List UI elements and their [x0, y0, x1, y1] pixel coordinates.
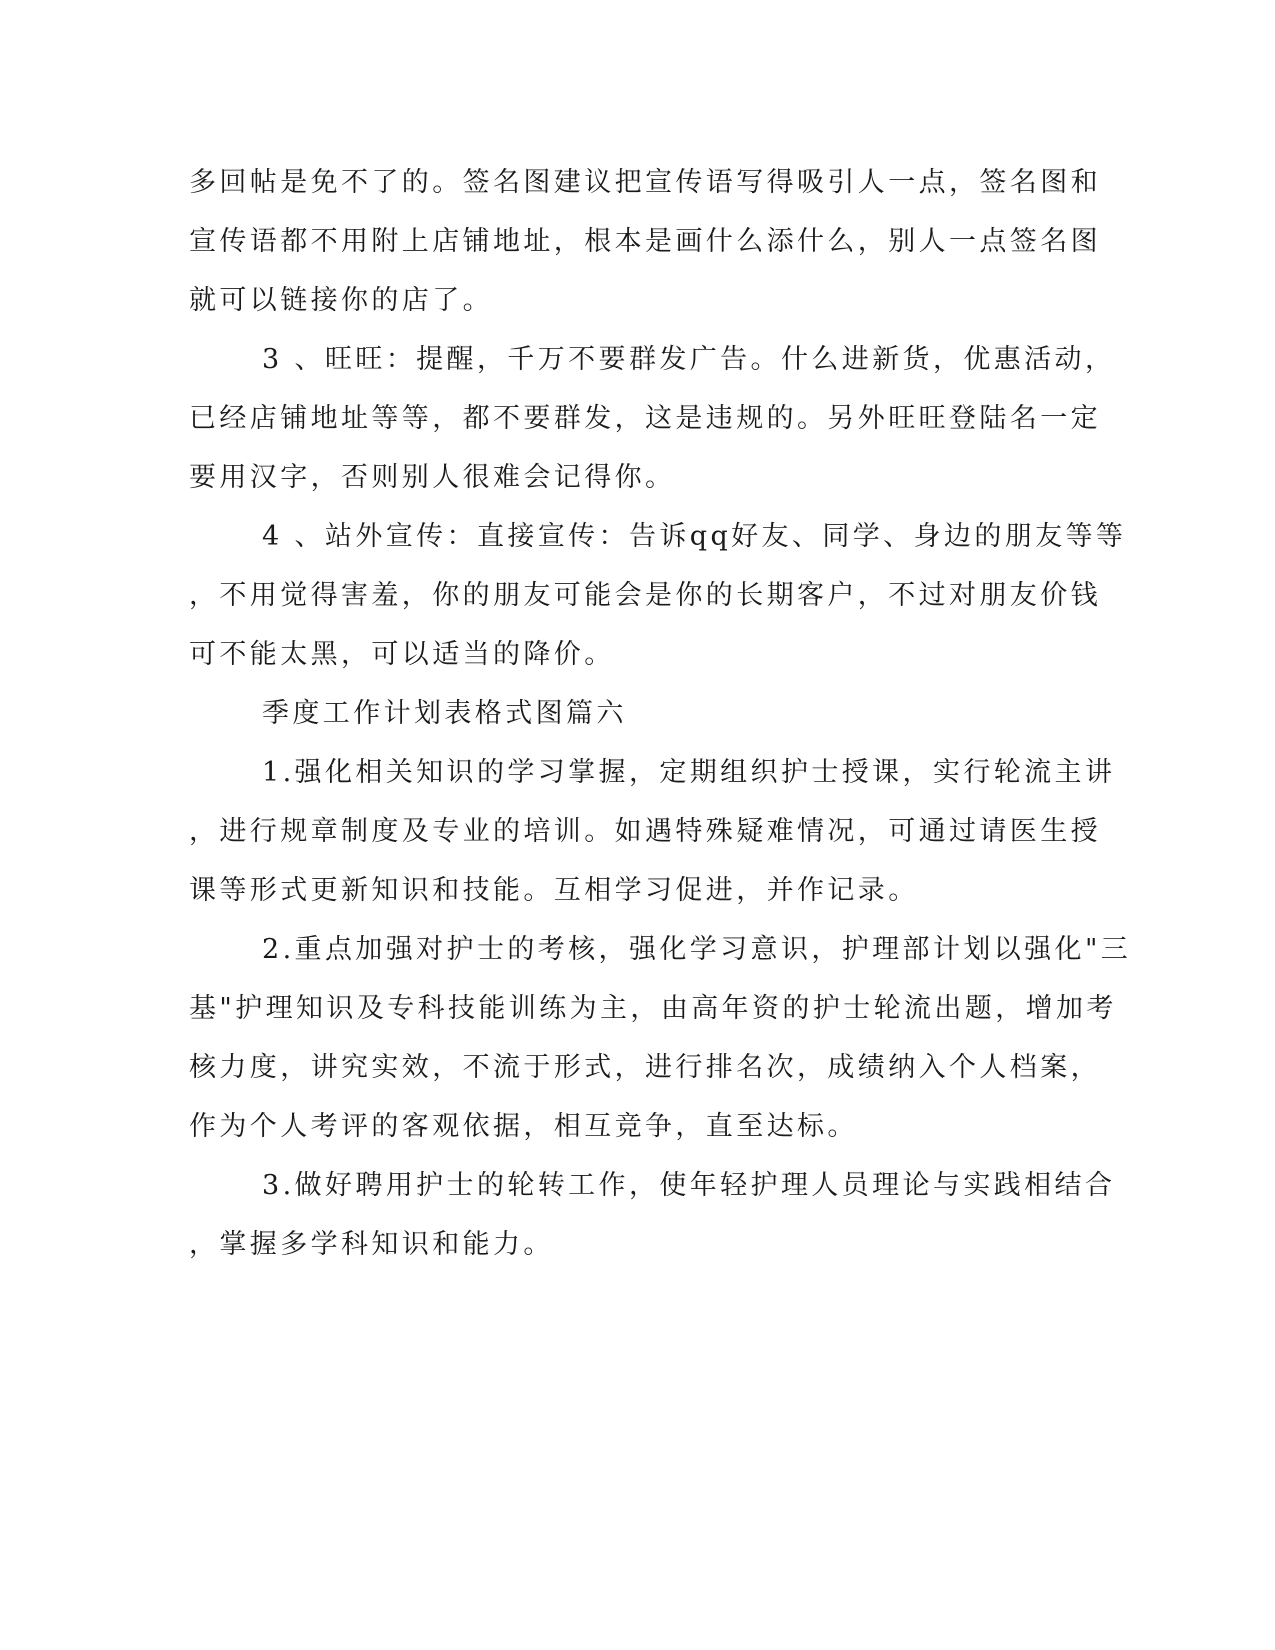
text-line: 多回帖是免不了的。签名图建议把宣传语写得吸引人一点，签名图和: [189, 167, 1101, 198]
text-line: 宣传语都不用附上店铺地址，根本是画什么添什么，别人一点签名图: [189, 226, 1101, 257]
text-line: 3 、旺旺：提醒，千万不要群发广告。什么进新货，优惠活动，: [262, 344, 1116, 375]
text-line: 基"护理知识及专科技能训练为主，由高年资的护士轮流出题，增加考: [189, 993, 1117, 1024]
text-line: ，不用觉得害羞，你的朋友可能会是你的长期客户，不过对朋友价钱: [189, 580, 1101, 611]
text-line: 就可以链接你的店了。: [189, 285, 493, 316]
section-heading: 季度工作计划表格式图篇六: [262, 698, 627, 729]
text-line: 作为个人考评的客观依据，相互竞争，直至达标。: [189, 1111, 858, 1142]
text-line: ，进行规章制度及专业的培训。如遇特殊疑难情况，可通过请医生授: [189, 816, 1101, 847]
text-line: 要用汉字，否则别人很难会记得你。: [189, 462, 676, 493]
text-line: 可不能太黑，可以适当的降价。: [189, 639, 615, 670]
text-line: 核力度，讲究实效，不流于形式，进行排名次，成绩纳入个人档案，: [189, 1052, 1101, 1083]
text-line: 3.做好聘用护士的轮转工作，使年轻护理人员理论与实践相结合: [262, 1170, 1116, 1201]
text-line: ，掌握多学科知识和能力。: [189, 1229, 554, 1260]
text-line: 课等形式更新知识和技能。互相学习促进，并作记录。: [189, 875, 919, 906]
text-line: 2.重点加强对护士的考核，强化学习意识，护理部计划以强化"三: [262, 934, 1132, 965]
text-line: 已经店铺地址等等，都不要群发，这是违规的。另外旺旺登陆名一定: [189, 403, 1101, 434]
text-line: 4 、站外宣传：直接宣传：告诉qq好友、同学、身边的朋友等等: [262, 521, 1127, 552]
text-line: 1.强化相关知识的学习掌握，定期组织护士授课，实行轮流主讲: [262, 757, 1116, 788]
